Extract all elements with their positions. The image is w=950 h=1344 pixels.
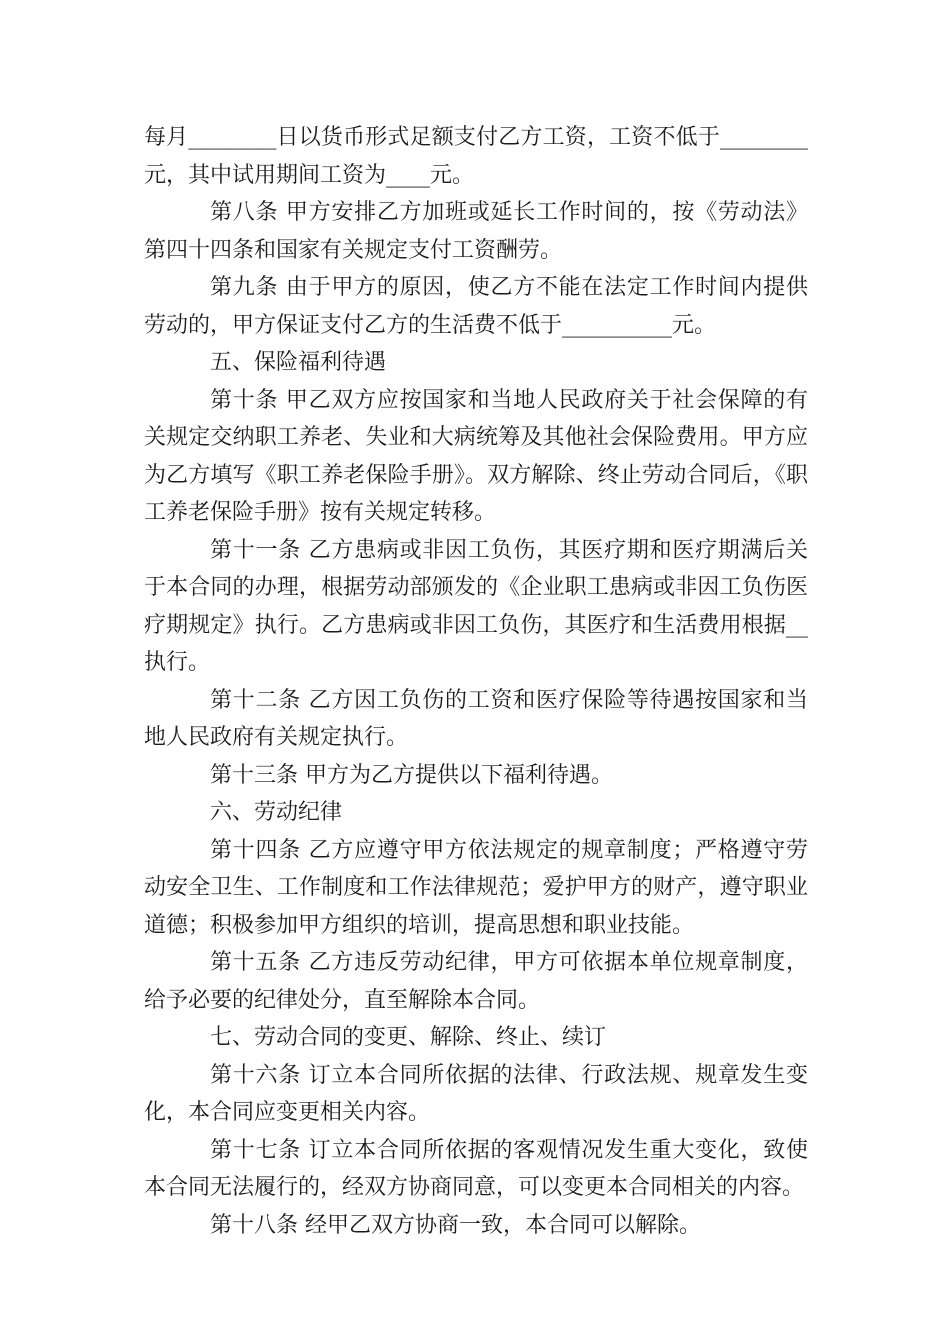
paragraph-article-12: 第十二条 乙方因工负伤的工资和医疗保险等待遇按国家和当地人民政府有关规定执行。 <box>144 687 808 750</box>
paragraph-article-18: 第十八条 经甲乙双方协商一致，本合同可以解除。 <box>210 1212 701 1238</box>
document-body <box>144 119 808 1244</box>
paragraph-article-17: 第十七条 订立本合同所依据的客观情况发生重大变化，致使本合同无法履行的，经双方协商同意，可以变更本合同相关的内容。 <box>144 1137 808 1200</box>
paragraph-article-11: 第十一条 乙方患病或非因工负伤，其医疗期和医疗期满后关于本合同的办理，根据劳动部颁发的《企业职工患病或非因工负伤医疗期规定》执行。乙方患病或非因工负伤，其医疗和生活费用根据__执行。 <box>144 537 808 675</box>
paragraph-article-13: 第十三条 甲方为乙方提供以下福利待遇。 <box>210 762 613 788</box>
section-heading-discipline: 六、劳动纪律 <box>210 800 343 825</box>
paragraph-article-9: 第九条 由于甲方的原因，使乙方不能在法定工作时间内提供劳动的，甲方保证支付乙方的生活费不低于__________元。 <box>144 275 808 338</box>
section-heading-contract-changes: 七、劳动合同的变更、解除、终止、续订 <box>210 1025 607 1050</box>
paragraph-wage-payment: 每月________日以货币形式足额支付乙方工资，工资不低于________元，其中试用期间工资为____元。 <box>144 125 808 188</box>
paragraph-article-16: 第十六条 订立本合同所依据的法律、行政法规、规章发生变化，本合同应变更相关内容。 <box>144 1062 808 1125</box>
paragraph-article-10: 第十条 甲乙双方应按国家和当地人民政府关于社会保障的有关规定交纳职工养老、失业和大病统筹及其他社会保险费用。甲方应为乙方填写《职工养老保险手册》。双方解除、终止劳动合同后，《职工养老保险手册》按有关规定转移。 <box>144 387 808 525</box>
paragraph-article-14: 第十四条 乙方应遵守甲方依法规定的规章制度；严格遵守劳动安全卫生、工作制度和工作法律规范；爱护甲方的财产，遵守职业道德；积极参加甲方组织的培训，提高思想和职业技能。 <box>144 837 808 938</box>
paragraph-article-15: 第十五条 乙方违反劳动纪律，甲方可依据本单位规章制度，给予必要的纪律处分，直至解除本合同。 <box>144 950 808 1013</box>
section-heading-insurance: 五、保险福利待遇 <box>210 350 387 375</box>
paragraph-article-8: 第八条 甲方安排乙方加班或延长工作时间的，按《劳动法》第四十四条和国家有关规定支付工资酬劳。 <box>144 200 808 263</box>
